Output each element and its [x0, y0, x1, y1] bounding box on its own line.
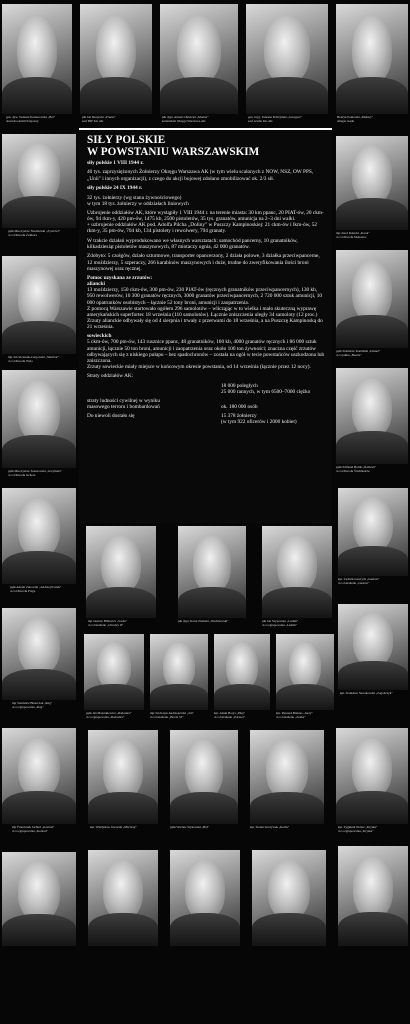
losses-label: straty ludności cywilnej w wyniku masowego terroru i bombardowań — [87, 398, 160, 411]
losses-row — [87, 398, 325, 410]
portrait-caption: kpt. Ludwik Gawrych „Gustaw" d-ca batalionu „Gustaw" — [338, 578, 380, 585]
paragraph: 40 tys. zaprzysiężonych Żołnierzy Okręgu Warszawa AK (w tym wielu scalonych z NOW, NSZ, OW PPS, „Unii" i innych organizacji), z czego do akcji bojowej zdołano zmobilizować ok. 2/3 sił. — [87, 169, 314, 182]
portrait-photo — [336, 136, 408, 230]
paragraph-text: sowieckich — [87, 333, 112, 340]
text-panel — [79, 130, 332, 523]
portrait-photo — [2, 852, 76, 946]
portrait-photo — [2, 134, 76, 228]
paragraph: 13 moździerzy, 150 ckm-ów, 300 pm-ów, 230 PIAT-ów (ręcznych granatników przeciwpancernych), 130 kb, 950 rewolwerów, 10 300 granatów ręcznych, 3000 granatów przeciwpancernych, 2 720 000 sztuk amunicji, 10 000 opatrunków osobistych – łącznie 52 tony broni, amunicji i zaopatrzenia. Z pomocą Warszawie startowało ogółem 296 samolotów – wlicząjąc w to wielka i mało skuteczną wyprawę amerykańskich superfortec 18 września (110 samolotów). Łącznie zniszczenia uległy 34 samoloty (12 proc.) Zrzuty alianckie odbywały się od 4 sierpnia i trwały z przerwami do 18 września, a na Puszczę Kampinoską do 21 września. — [87, 287, 323, 330]
portrait-photo — [262, 526, 332, 618]
paragraph: 32 tys. żołnierzy (wg stanu żywnościowego) w tym 18 tys. żołnierzy w oddziałach liniowych — [87, 194, 189, 207]
portrait-photo — [338, 604, 408, 690]
portrait-caption: płk dypl. Karol Ziemski „Wachnowski" — [178, 620, 229, 623]
portrait-photo — [160, 4, 238, 114]
portrait-caption: płk Jan Szypowski „Leśnik" d-ca zgrupowania „Leśnik" — [262, 620, 299, 627]
portrait-caption: ppłk Jan Mazurkiewicz „Radosław" d-ca zgrupowania „Radosław" — [86, 712, 132, 719]
portrait-caption: ppłk Wacław Stykowski „Hal" — [170, 826, 209, 829]
portrait-caption: mjr Franciszek Jachieć „Konrad" d-ca zgrupowania „Konrad" — [12, 826, 55, 833]
losses-value: 18 000 poległych 25 000 rannych, w tym 6500–7000 ciężko — [221, 382, 311, 395]
portrait-photo — [150, 634, 208, 710]
portrait-caption: ppłk Mieczysław Sokołowski „Grzymała" d-ca Obwodu Ochota — [8, 470, 62, 477]
portrait-photo — [338, 846, 408, 946]
paragraph-text: siły polskie 1 VIII 1944 r. — [87, 160, 144, 166]
portrait-caption: gen. bryg. Tadeusz Pełczyński „Grzegorz" szef sztabu KG AK — [248, 116, 302, 123]
portrait-photo — [84, 634, 144, 710]
portrait-photo — [88, 730, 158, 824]
portrait-photo — [276, 634, 334, 710]
portrait-photo — [86, 526, 156, 618]
portrait-caption: ppłk Mieczysław Niedzielski „Żywiciel" d-ca Obwodu Żoliborz — [8, 230, 61, 237]
portrait-caption: płk dypl. Antoni Chruściel „Monter" komendant Okręgu Warszawa AK — [162, 116, 209, 123]
paragraph: 5 ckm-ów, 700 pm-ów, 143 rusznice ppanc, 48 granatników, 160 kb, 4000 granatów ręcznych i 86 000 sztuk amunicji, łącznie 50 ton broni, amunicji i zaopatrzenia oraz około 100 ton żywności; znaczna część zrzutów odbywających się z niskiego pułapu – bez spadochronów – została na ogół w tecie powstańców uszkodzona lub zniszczona. Zrzuty sowieckie miały miejsce w końcowym okresie powstania, od 14 września (łącznie przez 12 nocy). — [87, 339, 325, 370]
panel-title: SIŁY POLSKIE W POWSTANIU WARSZAWSKIM — [87, 134, 260, 158]
panel-body — [87, 160, 325, 425]
portrait-caption: kpt. Stefan Łuczywek „Kolba" — [250, 826, 290, 829]
portrait-photo — [252, 850, 326, 946]
portrait-photo — [336, 728, 408, 824]
losses-row — [87, 413, 325, 425]
portrait-photo — [338, 488, 408, 576]
portrait-caption: kpt. Zygmunt Netzer „Kryska" d-ca zgrupowania „Kryska" — [338, 826, 378, 833]
portrait-photo — [2, 728, 76, 824]
paragraph — [87, 275, 325, 287]
portrait-caption: mjr Jan Szczurek-Cergowski „Sławbor" d-ca Obwodu Wola — [8, 356, 59, 363]
portrait-caption: mjr Jan Kajus Andrzejewski „Jan" d-ca batalionu „Broda 53" — [150, 712, 194, 719]
portrait-caption: mjr Józef Rokicki „Karol" d-ca Obwodu Mokotów — [336, 232, 370, 239]
paragraph-text: siły polskie 24 IX 1944 r. — [87, 185, 143, 192]
portrait-caption: kpt. Adam Borys „Pług" d-ca batalionu „Parasol" — [214, 712, 246, 719]
portrait-photo — [80, 4, 152, 114]
portrait-caption: mjr Gustaw Billewicz „Sosna" d-ca batalionu „Chrobry II" — [88, 620, 128, 627]
portrait-photo — [88, 850, 158, 946]
portrait-photo — [170, 730, 238, 824]
paragraph — [87, 160, 325, 166]
portrait-photo — [214, 634, 270, 710]
portrait-caption: kpt. Ryszard Białous „Jerzy" d-ca batalionu „Zośka" — [276, 712, 313, 719]
portrait-photo — [2, 4, 72, 114]
portrait-photo — [246, 4, 328, 114]
portrait-caption: ppłk Stanisław Kamiński „Daniel" d-ca pułku „Baszta" — [336, 350, 381, 357]
portrait-caption: Henryk Pomorski „Makary" delegat rządu — [337, 116, 374, 123]
losses-header: Straty oddziałów AK: — [87, 373, 134, 380]
losses-value: 15 378 żołnierzy (w tym 922 oficerów i 2000 kobiet) — [221, 413, 297, 426]
portrait-caption: gen. dyw. Tadeusz Komorowski „Bór" dowódca Armii Krajowej — [6, 116, 56, 123]
portrait-photo — [336, 368, 408, 464]
portrait-caption: ppłk Edmund Hołub „Radwan" d-ca Obwodu Śródmieście — [336, 466, 376, 473]
portrait-caption: kpt. Stanisław Steczkowski „Zagończyk" — [340, 692, 393, 695]
losses-label: Do niewoli dostało się — [87, 413, 135, 420]
losses-row — [87, 383, 325, 395]
portrait-photo — [170, 850, 240, 946]
portrait-photo — [250, 730, 324, 824]
portrait-photo — [2, 370, 76, 468]
portrait-photo — [178, 526, 246, 618]
paragraph-text: Pomoc uzyskana ze zrzutów: aliancki — [87, 275, 153, 288]
portrait-caption: kpt. Władysław Jaworski „Mściwój" — [90, 826, 137, 829]
portrait-caption: płk Jan Rzepecki „Prezes" szef BIP KG AK — [82, 116, 116, 123]
paragraph: Uzbrojenie oddziałów AK, które wystąpiły 1 VIII 1944 r. na terenie miasta: 30 km ppanc, 20 PIAT-ów, 20 ckm-ów, 94 rkm-y, 420 pm-ów, 1475 kb, 2500 pistoletów, 35 tys. granatów, amunicja na 2–3 dni walki. + uzbrojenie oddziałów AK pod. Adolfa Pilcha „Doliny" w Puszczy Kampinoskiej: 21 ckm-ów i lkm-ów, 52 rkm-y, 35 pm-ów, 704 kb, 134 pistolety i rewolwery, 794 granaty. — [87, 210, 324, 235]
paragraph: Zdobyto: 5 czołgów, działo szturmowe, transporter opancerzony, 2 działa polowe, 3 działka przeciwpancerne, 12 moździerzy, 5 szperaczy, 266 karabinów maszynowych i duże, trudne do zweryfikowania ilości broni maszynowej oraz ręcznej. — [87, 253, 320, 272]
paragraph: W trakcie działań wyprodukowano we własnych warsztatach: samochód pancerny, 10 granatników, kilkadziesiąt pistoletów maszynowych, 87 miotaczy ognia, 42 000 granatów. — [87, 237, 298, 250]
portrait-photo — [336, 250, 408, 348]
portrait-caption: mjr Stanisław Błaszczak „Róg" d-ca zgrupowania „Róg" — [12, 702, 53, 709]
portrait-photo — [2, 488, 76, 584]
paragraph — [87, 185, 325, 191]
portrait-photo — [336, 4, 408, 114]
portrait-caption: ppłk Antoni Żurowski „Andrzej Kwiek" d-ca Obwodu Praga — [10, 586, 62, 593]
losses-value: ok. 180 000 osób — [221, 404, 258, 410]
portrait-photo — [2, 608, 76, 700]
portrait-photo — [2, 256, 76, 354]
losses-label — [87, 383, 221, 395]
